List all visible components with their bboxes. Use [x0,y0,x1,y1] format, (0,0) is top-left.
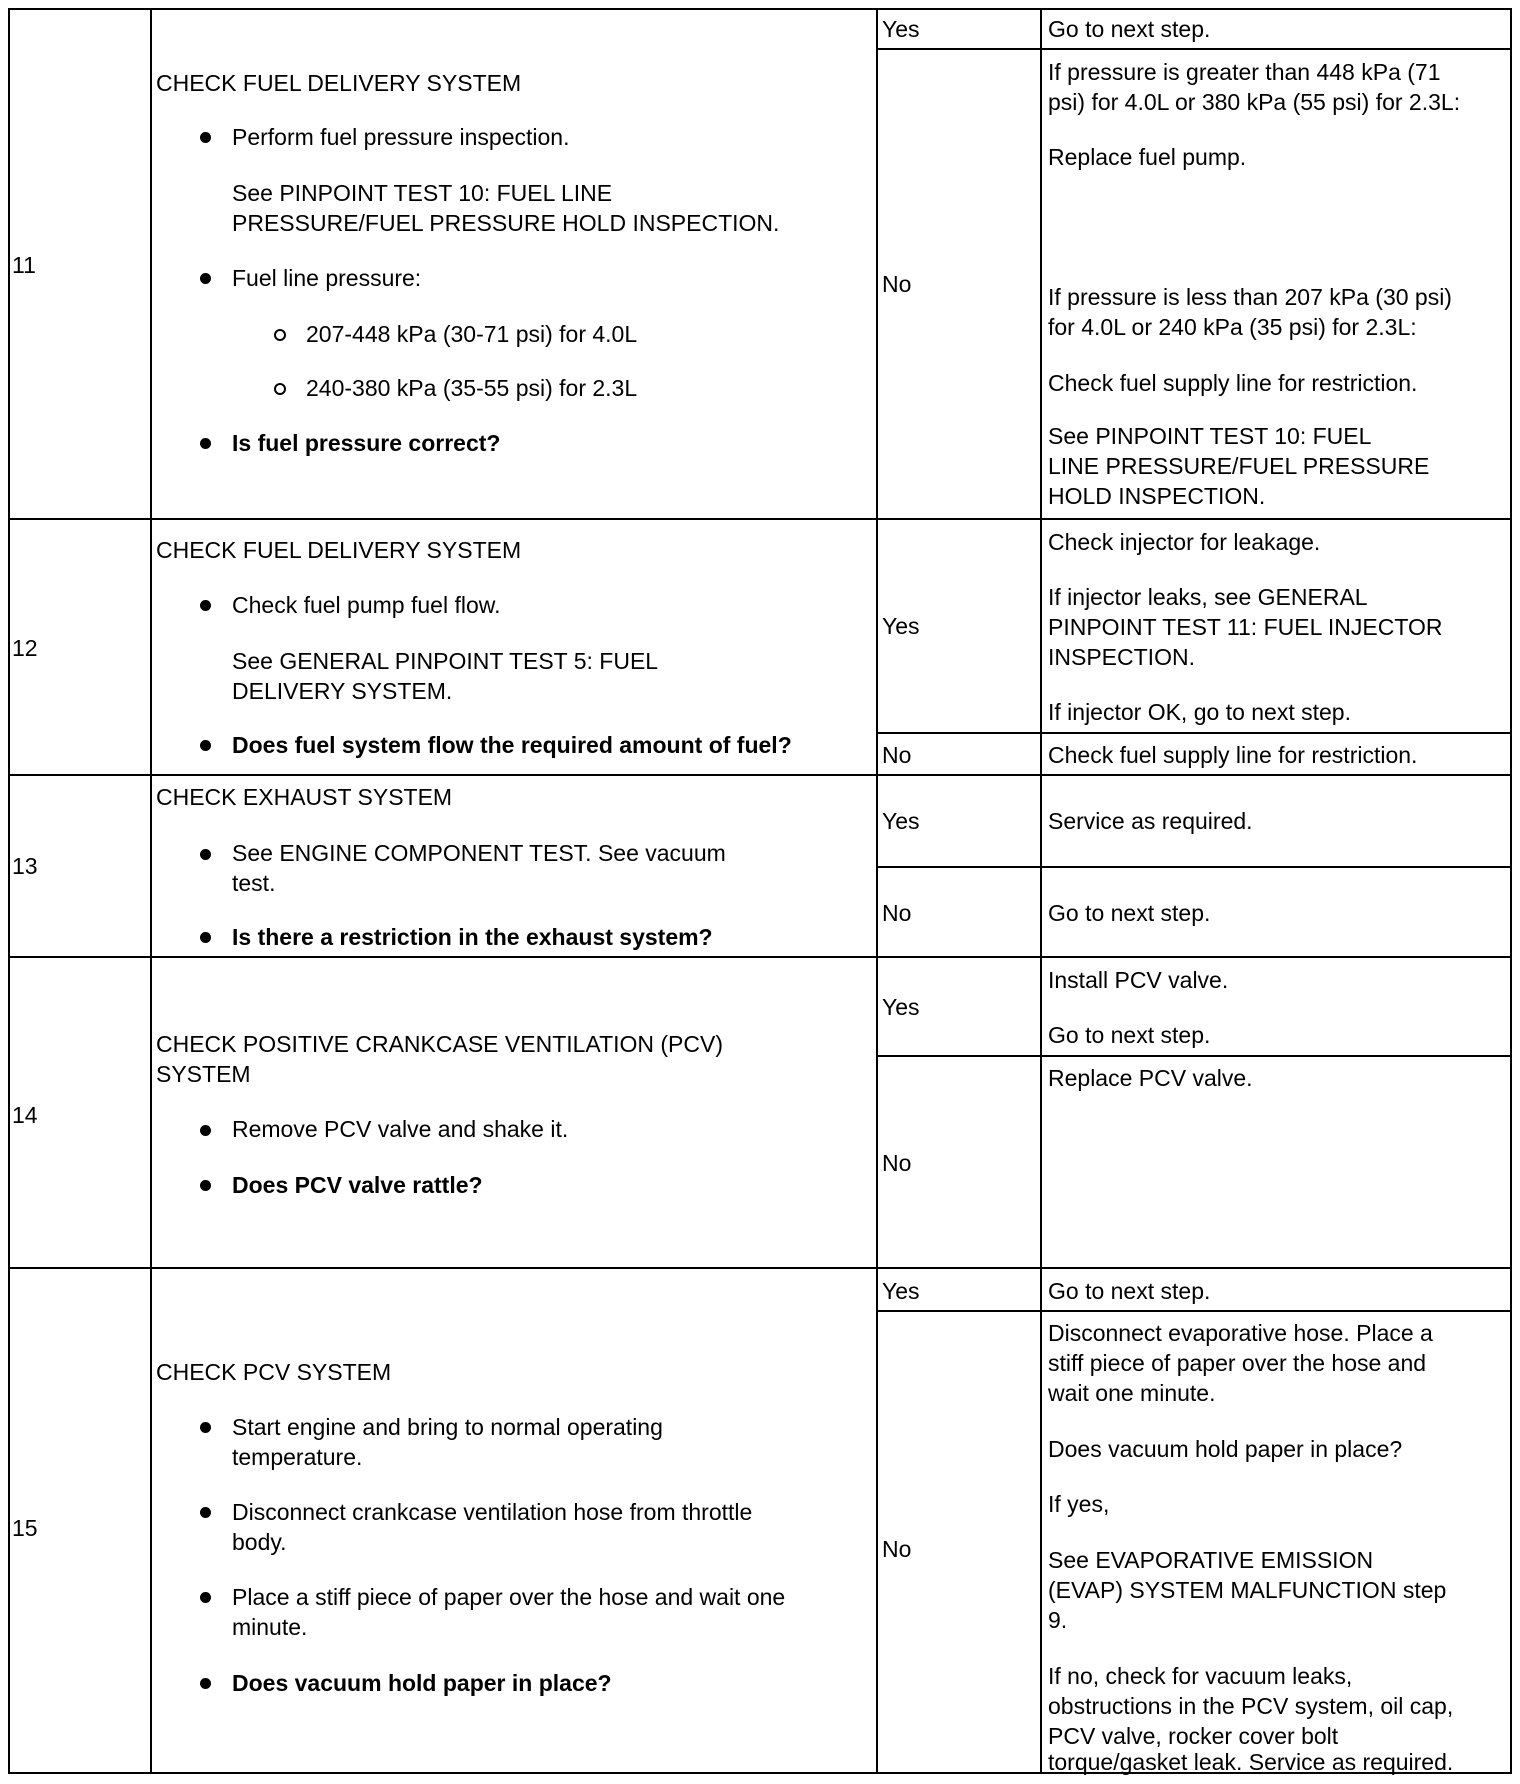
yes-no-divider [876,732,1512,734]
step-instruction: Remove PCV valve and shake it. [232,1116,569,1142]
no-action: Replace PCV valve. [1048,1065,1253,1091]
step-title: CHECK EXHAUST SYSTEM [156,784,453,810]
row-divider [8,1267,1512,1269]
step-number: 11 [12,252,36,278]
no-action-line: torque/gasket leak. Service as required. [1048,1749,1454,1775]
yes-action: Service as required. [1048,808,1253,834]
step-instruction: Fuel line pressure: [232,265,422,291]
step-title: CHECK PCV SYSTEM [156,1359,392,1385]
step-question: Does vacuum hold paper in place? [232,1670,612,1696]
yes-action-line: Go to next step. [1048,1022,1211,1048]
yes-action-line: If injector leaks, see GENERAL [1048,584,1368,610]
step-question: Is there a restriction in the exhaust system? [232,924,713,950]
step-instruction: body. [232,1529,287,1555]
step-number: 14 [12,1102,38,1128]
yes-action: Go to next step. [1048,16,1211,42]
no-action-line: Replace fuel pump. [1048,144,1247,170]
bullet-icon [200,132,211,143]
no-action: Go to next step. [1048,900,1211,926]
step-number: 13 [12,853,38,879]
row-divider [8,774,1512,776]
sub-bullet-icon [274,383,286,395]
column-divider [1040,8,1042,1774]
no-action: Check fuel supply line for restriction. [1048,742,1418,768]
no-action-line: See PINPOINT TEST 10: FUEL [1048,423,1372,449]
no-action-line: Check fuel supply line for restriction. [1048,370,1418,396]
no-action-line: If no, check for vacuum leaks, [1048,1663,1353,1689]
bullet-icon [200,273,211,284]
no-action-line: (EVAP) SYSTEM MALFUNCTION step [1048,1577,1447,1603]
step-title: CHECK FUEL DELIVERY SYSTEM [156,70,522,96]
step-question: Does PCV valve rattle? [232,1172,483,1198]
bullet-icon [200,1180,211,1191]
no-action-line: Disconnect evaporative hose. Place a [1048,1320,1433,1346]
bullet-icon [200,1125,211,1136]
yes-label: Yes [882,808,920,834]
no-action-line: Does vacuum hold paper in place? [1048,1436,1403,1462]
yes-action-line: PINPOINT TEST 11: FUEL INJECTOR [1048,614,1443,640]
yes-no-divider [876,1310,1512,1312]
no-action-line: 9. [1048,1607,1068,1633]
step-instruction: Check fuel pump fuel flow. [232,592,501,618]
step-title: CHECK POSITIVE CRANKCASE VENTILATION (PCV) [156,1031,724,1057]
no-label: No [882,1536,912,1562]
no-label: No [882,1150,912,1176]
no-action-line: obstructions in the PCV system, oil cap, [1048,1693,1454,1719]
no-label: No [882,742,912,768]
yes-label: Yes [882,16,920,42]
no-action-line: stiff piece of paper over the hose and [1048,1350,1427,1376]
bullet-icon [200,1678,211,1689]
sub-bullet-icon [274,329,286,341]
step-title: CHECK FUEL DELIVERY SYSTEM [156,537,522,563]
bullet-icon [200,1422,211,1433]
yes-action: Go to next step. [1048,1278,1211,1304]
column-divider [876,8,878,1774]
no-action-line: LINE PRESSURE/FUEL PRESSURE [1048,453,1430,479]
step-reference: See PINPOINT TEST 10: FUEL LINE [232,180,613,206]
step-subitem: 240-380 kPa (35-55 psi) for 2.3L [306,375,638,401]
bullet-icon [200,740,211,751]
no-action-line: psi) for 4.0L or 380 kPa (55 psi) for 2.3L: [1048,89,1461,115]
no-action-line: If yes, [1048,1491,1110,1517]
step-number: 15 [12,1515,38,1541]
column-divider [150,8,152,1774]
bullet-icon [200,1592,211,1603]
no-action-line: for 4.0L or 240 kPa (35 psi) for 2.3L: [1048,314,1417,340]
step-instruction: test. [232,870,276,896]
step-title: SYSTEM [156,1061,251,1087]
no-label: No [882,271,912,297]
bullet-icon [200,849,211,860]
yes-no-divider [876,48,1512,50]
no-action-line: If pressure is greater than 448 kPa (71 [1048,59,1441,85]
bullet-icon [200,1507,211,1518]
step-reference: DELIVERY SYSTEM. [232,678,453,704]
bullet-icon [200,932,211,943]
yes-label: Yes [882,613,920,639]
no-label: No [882,900,912,926]
row-divider [8,956,1512,958]
no-action-line: HOLD INSPECTION. [1048,483,1266,509]
step-reference: See GENERAL PINPOINT TEST 5: FUEL [232,648,659,674]
yes-action-line: If injector OK, go to next step. [1048,699,1351,725]
no-action-line: If pressure is less than 207 kPa (30 psi) [1048,284,1452,310]
bullet-icon [200,600,211,611]
yes-action-line: Install PCV valve. [1048,967,1229,993]
yes-no-divider [876,866,1512,868]
yes-action-line: INSPECTION. [1048,644,1195,670]
yes-action-line: Check injector for leakage. [1048,529,1321,555]
step-instruction: Start engine and bring to normal operating [232,1414,663,1440]
no-action-line: wait one minute. [1048,1380,1216,1406]
step-instruction: temperature. [232,1444,363,1470]
step-instruction: See ENGINE COMPONENT TEST. See vacuum [232,840,726,866]
step-subitem: 207-448 kPa (30-71 psi) for 4.0L [306,321,638,347]
step-instruction: Place a stiff piece of paper over the hose and wait one [232,1584,786,1610]
yes-no-divider [876,1055,1512,1057]
no-action-line: See EVAPORATIVE EMISSION [1048,1547,1374,1573]
no-action-line: PCV valve, rocker cover bolt [1048,1723,1339,1749]
step-question: Does fuel system flow the required amount of fuel? [232,732,792,758]
row-divider [8,518,1512,520]
step-number: 12 [12,635,38,661]
step-instruction: Disconnect crankcase ventilation hose from throttle [232,1499,753,1525]
yes-label: Yes [882,994,920,1020]
bullet-icon [200,438,211,449]
step-instruction: Perform fuel pressure inspection. [232,124,570,150]
step-question: Is fuel pressure correct? [232,430,501,456]
step-instruction: minute. [232,1614,308,1640]
yes-label: Yes [882,1278,920,1304]
step-reference: PRESSURE/FUEL PRESSURE HOLD INSPECTION. [232,210,780,236]
